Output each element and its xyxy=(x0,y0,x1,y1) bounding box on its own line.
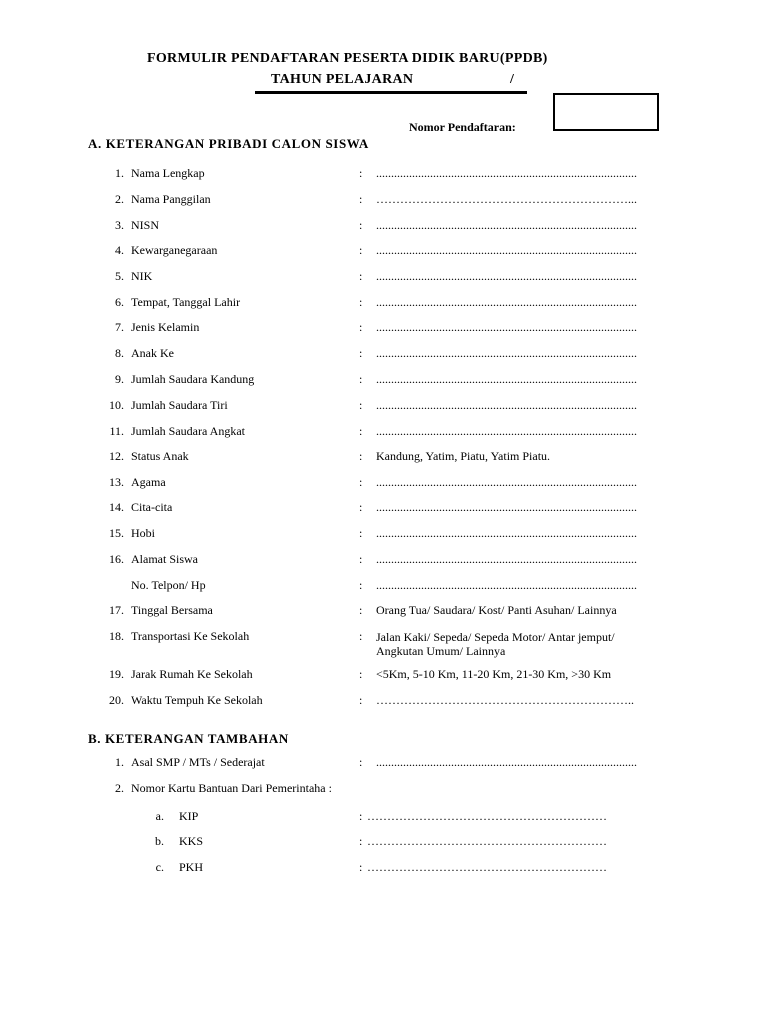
row-number: 9. xyxy=(115,372,124,386)
form-row xyxy=(0,667,768,685)
form-row xyxy=(0,693,768,711)
field-label: No. Telpon/ Hp xyxy=(131,578,206,592)
field-label: Jumlah Saudara Kandung xyxy=(131,372,255,386)
sub-form-row xyxy=(0,809,768,827)
field-colon: : xyxy=(359,693,363,707)
field-value[interactable]: ....................................................................................... xyxy=(376,346,637,360)
field-label: Jumlah Saudara Tiri xyxy=(131,398,228,412)
field-label: KKS xyxy=(179,834,204,848)
row-number: 15. xyxy=(109,526,124,540)
field-label: Jenis Kelamin xyxy=(131,320,200,334)
field-colon: : xyxy=(359,603,363,617)
form-row xyxy=(0,398,768,416)
field-value[interactable]: ....................................................................................... xyxy=(376,526,637,540)
form-title: FORMULIR PENDAFTARAN PESERTA DIDIK BARU(PPDB) xyxy=(147,51,548,66)
field-value[interactable]: ....................................................................................... xyxy=(376,398,637,412)
row-number: 7. xyxy=(115,320,124,334)
field-label: Asal SMP / MTs / Sederajat xyxy=(131,755,265,769)
form-row xyxy=(0,218,768,236)
row-number: 14. xyxy=(109,500,124,514)
field-colon: : xyxy=(359,346,363,360)
row-number: 11. xyxy=(109,424,124,438)
row-number: 12. xyxy=(109,449,124,463)
field-value[interactable]: ………………………………………………………... xyxy=(376,192,637,206)
field-value[interactable]: ....................................................................................... xyxy=(376,424,637,438)
field-colon: : xyxy=(359,526,363,540)
row-number: 2. xyxy=(115,192,124,206)
form-row xyxy=(0,192,768,210)
field-value[interactable] xyxy=(376,630,615,658)
sub-form-row xyxy=(0,834,768,852)
row-number: 17. xyxy=(109,603,124,617)
field-colon: : xyxy=(359,834,363,848)
field-label: Transportasi Ke Sekolah xyxy=(131,629,250,643)
field-colon: : xyxy=(359,372,363,386)
field-label: Tinggal Bersama xyxy=(131,603,213,617)
row-number: c. xyxy=(155,860,164,874)
form-row xyxy=(0,424,768,442)
field-value[interactable]: …………………………………………………… xyxy=(367,860,607,874)
form-row xyxy=(0,552,768,570)
field-value[interactable]: ....................................................................................... xyxy=(376,218,637,232)
row-number: 4. xyxy=(115,243,124,257)
field-colon: : xyxy=(359,552,363,566)
row-number: 5. xyxy=(115,269,124,283)
row-number: 1. xyxy=(115,755,124,769)
row-number: 16. xyxy=(109,552,124,566)
form-row xyxy=(0,320,768,338)
field-value[interactable]: ....................................................................................... xyxy=(376,269,637,283)
form-row xyxy=(0,269,768,287)
field-value[interactable]: ....................................................................................... xyxy=(376,578,637,592)
form-row xyxy=(0,295,768,313)
title-underline xyxy=(255,91,527,94)
row-number: 2. xyxy=(115,781,124,795)
field-colon: : xyxy=(359,424,363,438)
field-value[interactable]: ....................................................................................... xyxy=(376,166,637,180)
field-colon: : xyxy=(359,243,363,257)
row-number: 6. xyxy=(115,295,124,309)
field-label: NISN xyxy=(131,218,160,232)
field-label: Anak Ke xyxy=(131,346,174,360)
field-value[interactable]: <5Km, 5-10 Km, 11-20 Km, 21-30 Km, >30 Km xyxy=(376,667,612,681)
field-label: Alamat Siswa xyxy=(131,552,198,566)
field-value[interactable]: ....................................................................................... xyxy=(376,475,637,489)
section-a-title: A. KETERANGAN PRIBADI CALON SISWA xyxy=(88,136,369,151)
field-colon: : xyxy=(359,320,363,334)
field-colon: : xyxy=(359,500,363,514)
field-value[interactable]: Orang Tua/ Saudara/ Kost/ Panti Asuhan/ Lainnya xyxy=(376,603,617,617)
form-row xyxy=(0,755,768,773)
field-label: Jumlah Saudara Angkat xyxy=(131,424,245,438)
row-number: 1. xyxy=(115,166,124,180)
sub-form-row xyxy=(0,860,768,878)
field-colon: : xyxy=(359,809,363,823)
row-number: b. xyxy=(155,834,164,848)
field-value[interactable]: ....................................................................................... xyxy=(376,552,637,566)
field-label: Waktu Tempuh Ke Sekolah xyxy=(131,693,263,707)
field-label: Tempat, Tanggal Lahir xyxy=(131,295,241,309)
form-row xyxy=(0,449,768,467)
field-colon: : xyxy=(359,629,363,643)
field-colon: : xyxy=(359,475,363,489)
field-colon: : xyxy=(359,578,363,592)
field-colon: : xyxy=(359,449,363,463)
field-label: PKH xyxy=(179,860,204,874)
form-row xyxy=(0,500,768,518)
registration-number-box[interactable] xyxy=(553,93,659,131)
field-colon: : xyxy=(359,755,363,769)
field-label: Nama Lengkap xyxy=(131,166,205,180)
field-value-line-2: Angkutan Umum/ Lainnya xyxy=(376,644,506,658)
field-label: Jarak Rumah Ke Sekolah xyxy=(131,667,253,681)
field-value-line-1: Jalan Kaki/ Sepeda/ Sepeda Motor/ Antar jemput/ xyxy=(376,630,615,644)
form-row xyxy=(0,629,768,658)
field-label: Status Anak xyxy=(131,449,189,463)
field-label: Nomor Kartu Bantuan Dari Pemerintaha : xyxy=(131,781,332,795)
year-separator: / xyxy=(510,72,515,87)
field-label: Hobi xyxy=(131,526,155,540)
row-number: 13. xyxy=(109,475,124,489)
form-row xyxy=(0,781,768,799)
field-colon: : xyxy=(359,218,363,232)
field-colon: : xyxy=(359,398,363,412)
registration-label: Nomor Pendaftaran: xyxy=(409,120,516,134)
field-value[interactable]: …………………………………………………… xyxy=(367,809,607,823)
field-label: NIK xyxy=(131,269,153,283)
field-label: Cita-cita xyxy=(131,500,173,514)
row-number: 10. xyxy=(109,398,124,412)
field-value[interactable]: ....................................................................................... xyxy=(376,295,637,309)
row-number: 8. xyxy=(115,346,124,360)
row-number: 18. xyxy=(109,629,124,643)
row-number: 3. xyxy=(115,218,124,232)
form-row xyxy=(0,603,768,621)
form-row xyxy=(0,346,768,364)
year-label: TAHUN PELAJARAN xyxy=(271,72,414,87)
form-row xyxy=(0,578,768,596)
field-value[interactable]: ....................................................................................... xyxy=(376,243,637,257)
section-b-title: B. KETERANGAN TAMBAHAN xyxy=(88,731,289,746)
form-row xyxy=(0,166,768,184)
field-label: Nama Panggilan xyxy=(131,192,211,206)
field-label: KIP xyxy=(179,809,199,823)
field-colon: : xyxy=(359,269,363,283)
field-label: Agama xyxy=(131,475,166,489)
field-value[interactable]: ....................................................................................... xyxy=(376,372,637,386)
field-colon: : xyxy=(359,192,363,206)
field-colon: : xyxy=(359,295,363,309)
field-colon: : xyxy=(359,166,363,180)
field-colon: : xyxy=(359,667,363,681)
row-number: 20. xyxy=(109,693,124,707)
field-value[interactable]: …………………………………………………… xyxy=(367,834,607,848)
row-number: 19. xyxy=(109,667,124,681)
field-value[interactable]: Kandung, Yatim, Piatu, Yatim Piatu. xyxy=(376,449,551,463)
field-value[interactable]: ....................................................................................... xyxy=(376,320,637,334)
field-value[interactable]: ……………………………………………………….. xyxy=(376,693,634,707)
form-row xyxy=(0,243,768,261)
form-row xyxy=(0,372,768,390)
form-row xyxy=(0,526,768,544)
field-value[interactable]: ....................................................................................... xyxy=(376,755,637,769)
row-number: a. xyxy=(155,809,164,823)
form-row xyxy=(0,475,768,493)
field-value[interactable]: ....................................................................................... xyxy=(376,500,637,514)
field-label: Kewarganegaraan xyxy=(131,243,218,257)
field-colon: : xyxy=(359,860,363,874)
